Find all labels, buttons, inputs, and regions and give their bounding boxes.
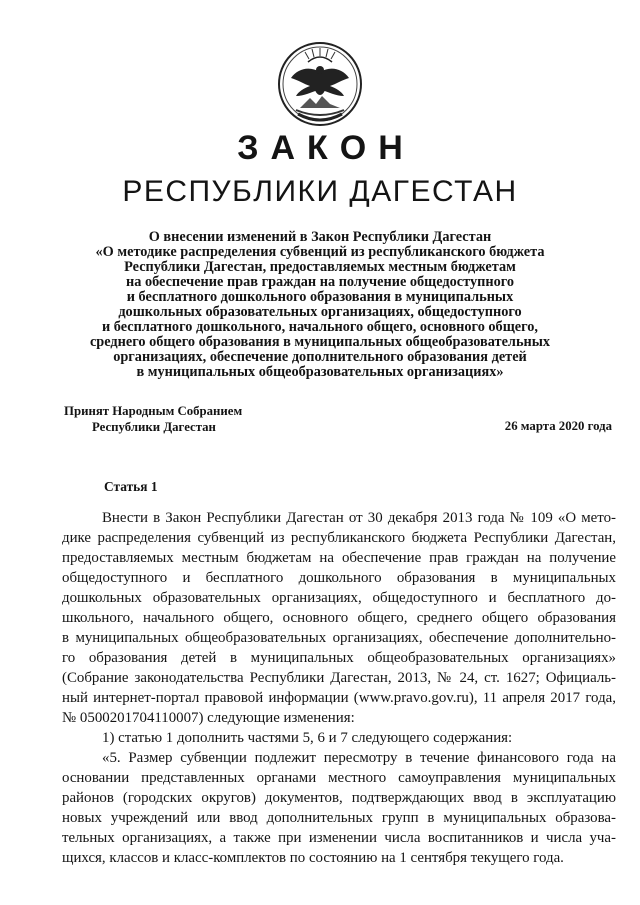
body-line: № 0500201704110007) следующие изменения: xyxy=(62,710,355,726)
law-heading xyxy=(40,230,600,380)
heading-line: и бесплатного дошкольного, начального общего, основного общего, xyxy=(102,319,538,335)
adopted-by-line: Республики Дагестан xyxy=(92,420,216,434)
heading-line: организациях, обеспечение дополнительного образования детей xyxy=(113,349,527,365)
document-title: ЗАКОН xyxy=(237,129,415,167)
body-line: районов (городских округов) документов, подтверждающих ввод в эксплуатацию xyxy=(62,790,616,806)
adoption-date: 26 марта 2020 года xyxy=(504,419,612,433)
body-line: Внести в Закон Республики Дагестан от 30 декабря 2013 года № 109 «О мето- xyxy=(102,510,616,526)
body-line: 1) статью 1 дополнить частями 5, 6 и 7 следующего содержания: xyxy=(102,730,513,746)
heading-line: среднего общего образования в муниципальных общеобразовательных xyxy=(89,334,551,350)
heading-line: дошкольных образовательных организациях, общедоступного xyxy=(118,304,522,320)
body-line: общедоступного и бесплатного дошкольного образования в муниципальных xyxy=(62,570,616,586)
heading-line: на обеспечение прав граждан на получение общедоступного xyxy=(125,274,515,290)
document-subtitle: РЕСПУБЛИКИ ДАГЕСТАН xyxy=(122,175,518,208)
body-line: школьного, начального общего, основного общего, среднего общего образования xyxy=(62,610,616,626)
body-line: основании представленных органами местного самоуправления муниципальных xyxy=(62,770,616,786)
body-line: дошкольных образовательных организациях, общедоступного и бесплатного до- xyxy=(62,590,616,606)
article-title: Статья 1 xyxy=(104,479,158,494)
adoption-block xyxy=(64,403,242,435)
body-line: дике распределения субвенций из республиканского бюджета Республики Дагестан, xyxy=(62,530,616,546)
body-line: в муниципальных общеобразовательных организациях, обеспечение дополнительно- xyxy=(62,630,616,646)
heading-line: в муниципальных общеобразовательных организациях» xyxy=(136,364,504,380)
body-line: предоставляемых местным бюджетам на обеспечение прав граждан на получение xyxy=(62,550,616,566)
adopted-by-line: Принят Народным Собранием xyxy=(64,404,243,418)
body-line: (Собрание законодательства Республики Дагестан, 2013, № 24, ст. 1627; Официаль- xyxy=(62,670,616,686)
body-line: го образования детей в муниципальных общеобразовательных организациях» xyxy=(62,650,616,666)
body-line: «5. Размер субвенции подлежит пересмотру в течение финансового года на xyxy=(102,750,616,766)
body-line: тельных организациях, а также при изменении числа воспитанников и числа уча- xyxy=(62,830,616,846)
heading-line: О внесении изменений в Закон Республики Дагестан xyxy=(148,229,492,245)
coat-of-arms-icon xyxy=(274,38,366,130)
heading-line: Республики Дагестан, предоставляемых местным бюджетам xyxy=(124,259,516,275)
heading-line: «О методике распределения субвенций из республиканского бюджета xyxy=(95,244,545,260)
heading-line: и бесплатного дошкольного образования в муниципальных xyxy=(126,289,514,305)
body-line: щихся, классов и класс-комплектов по состоянию на 1 сентября текущего года. xyxy=(62,850,564,866)
body-line: ный интернет-портал правовой информации (www.pravo.gov.ru), 11 апреля 2017 года, xyxy=(62,690,616,706)
article-body xyxy=(62,508,616,868)
body-line: новых учреждений или ввод дополнительных групп в муниципальных образова- xyxy=(62,810,616,826)
